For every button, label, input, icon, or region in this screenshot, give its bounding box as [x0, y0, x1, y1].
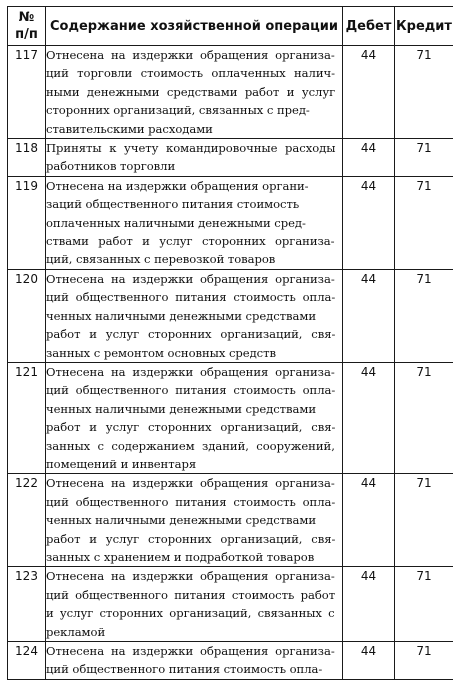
description-line: ций общественного питания стоимость опла- — [46, 290, 336, 305]
description-line: занных с ремонтом основных средств — [46, 345, 276, 360]
row-description — [46, 567, 343, 642]
row-number: 121 — [8, 362, 46, 473]
row-description — [46, 176, 343, 269]
table-row — [8, 474, 454, 567]
description-line: работ и услуг сторонних организаций, свя- — [46, 531, 336, 546]
description-line: работ и услуг сторонних организаций, свя- — [46, 420, 336, 435]
description-line: сторонних организаций, связанных с пред- — [46, 103, 310, 118]
description-line: ченных наличными денежными средствами — [46, 513, 317, 528]
description-line: занных с содержанием зданий, сооружений, — [46, 438, 335, 453]
description-line: помещений и инвентаря — [46, 456, 197, 471]
table-row — [8, 567, 454, 642]
row-number: 123 — [8, 567, 46, 642]
description-line: оплаченных наличными денежными сред- — [46, 215, 306, 230]
row-description — [46, 642, 343, 680]
description-line: ными денежными средствами работ и услуг — [46, 84, 336, 99]
row-number: 122 — [8, 474, 46, 567]
description-line: Отнесена на издержки обращения организа- — [46, 644, 335, 658]
description-line: ций, связанных с перевозкой товаров — [46, 252, 276, 267]
description-line: ций общественного питания стоимость опла- — [46, 662, 323, 677]
table-row — [8, 362, 454, 473]
row-credit: 71 — [395, 269, 454, 362]
description-line: Приняты к учету командировочные расходы — [46, 141, 336, 156]
description-line: ченных наличными денежными средствами — [46, 401, 317, 416]
header-row — [8, 7, 454, 46]
description-line: ченных наличными денежными средствами — [46, 308, 317, 323]
description-line: Отнесена на издержки обращения организа- — [46, 48, 335, 62]
table-row — [8, 46, 454, 139]
description-line: Отнесена на издержки обращения организа- — [46, 569, 335, 584]
row-debit: 44 — [343, 474, 395, 567]
description-line: ствами работ и услуг сторонних организа- — [46, 234, 335, 249]
description-line: занных с хранением и подработкой товаров — [46, 549, 315, 564]
row-debit: 44 — [343, 139, 395, 177]
row-description — [46, 139, 343, 177]
header-credit: Кредит — [395, 7, 454, 46]
table-row — [8, 176, 454, 269]
description-line: Отнесена на издержки обращения органи- — [46, 178, 309, 193]
table-header — [8, 7, 454, 46]
row-number: 124 — [8, 642, 46, 680]
description-line: ций торговли стоимость оплаченных налич- — [46, 66, 336, 81]
description-line: ций общественного питания стоимость работ — [46, 587, 336, 602]
header-number — [8, 7, 46, 46]
header-debit: Дебет — [343, 7, 395, 46]
row-debit: 44 — [343, 46, 395, 139]
row-number: 117 — [8, 46, 46, 139]
description-line: Отнесена на издержки обращения организа- — [46, 364, 335, 379]
description-line: и услуг сторонних организаций, связанных с — [46, 606, 335, 621]
row-debit: 44 — [343, 642, 395, 680]
document-page — [7, 6, 453, 683]
row-credit: 71 — [395, 362, 454, 473]
table-row — [8, 642, 454, 680]
description-line: ставительскими расходами — [46, 121, 213, 136]
row-credit: 71 — [395, 46, 454, 139]
row-debit: 44 — [343, 176, 395, 269]
row-debit: 44 — [343, 362, 395, 473]
row-credit: 71 — [395, 474, 454, 567]
row-description — [46, 474, 343, 567]
description-line: Отнесена на издержки обращения организа- — [46, 476, 335, 491]
description-line: заций общественного питания стоимость — [46, 197, 300, 212]
table-row — [8, 139, 454, 177]
table-body — [8, 46, 454, 680]
accounting-entries-table — [7, 6, 453, 680]
description-line: рекламой — [46, 624, 106, 639]
row-number: 120 — [8, 269, 46, 362]
row-description — [46, 46, 343, 139]
row-number: 118 — [8, 139, 46, 177]
row-number: 119 — [8, 176, 46, 269]
description-line: ций общественного питания стоимость опла- — [46, 494, 336, 509]
row-description — [46, 362, 343, 473]
description-line: ций общественного питания стоимость опла- — [46, 383, 336, 398]
row-credit: 71 — [395, 567, 454, 642]
row-credit: 71 — [395, 139, 454, 177]
description-line: Отнесена на издержки обращения организа- — [46, 271, 335, 286]
header-description: Содержание хозяйственной операции — [46, 7, 343, 46]
header-number-label: № п/п — [15, 10, 38, 42]
description-line: работ и услуг сторонних организаций, свя- — [46, 327, 336, 342]
row-description — [46, 269, 343, 362]
row-credit: 71 — [395, 642, 454, 680]
description-line: работников торговли — [46, 159, 176, 174]
table-row — [8, 269, 454, 362]
row-debit: 44 — [343, 269, 395, 362]
row-credit: 71 — [395, 176, 454, 269]
row-debit: 44 — [343, 567, 395, 642]
